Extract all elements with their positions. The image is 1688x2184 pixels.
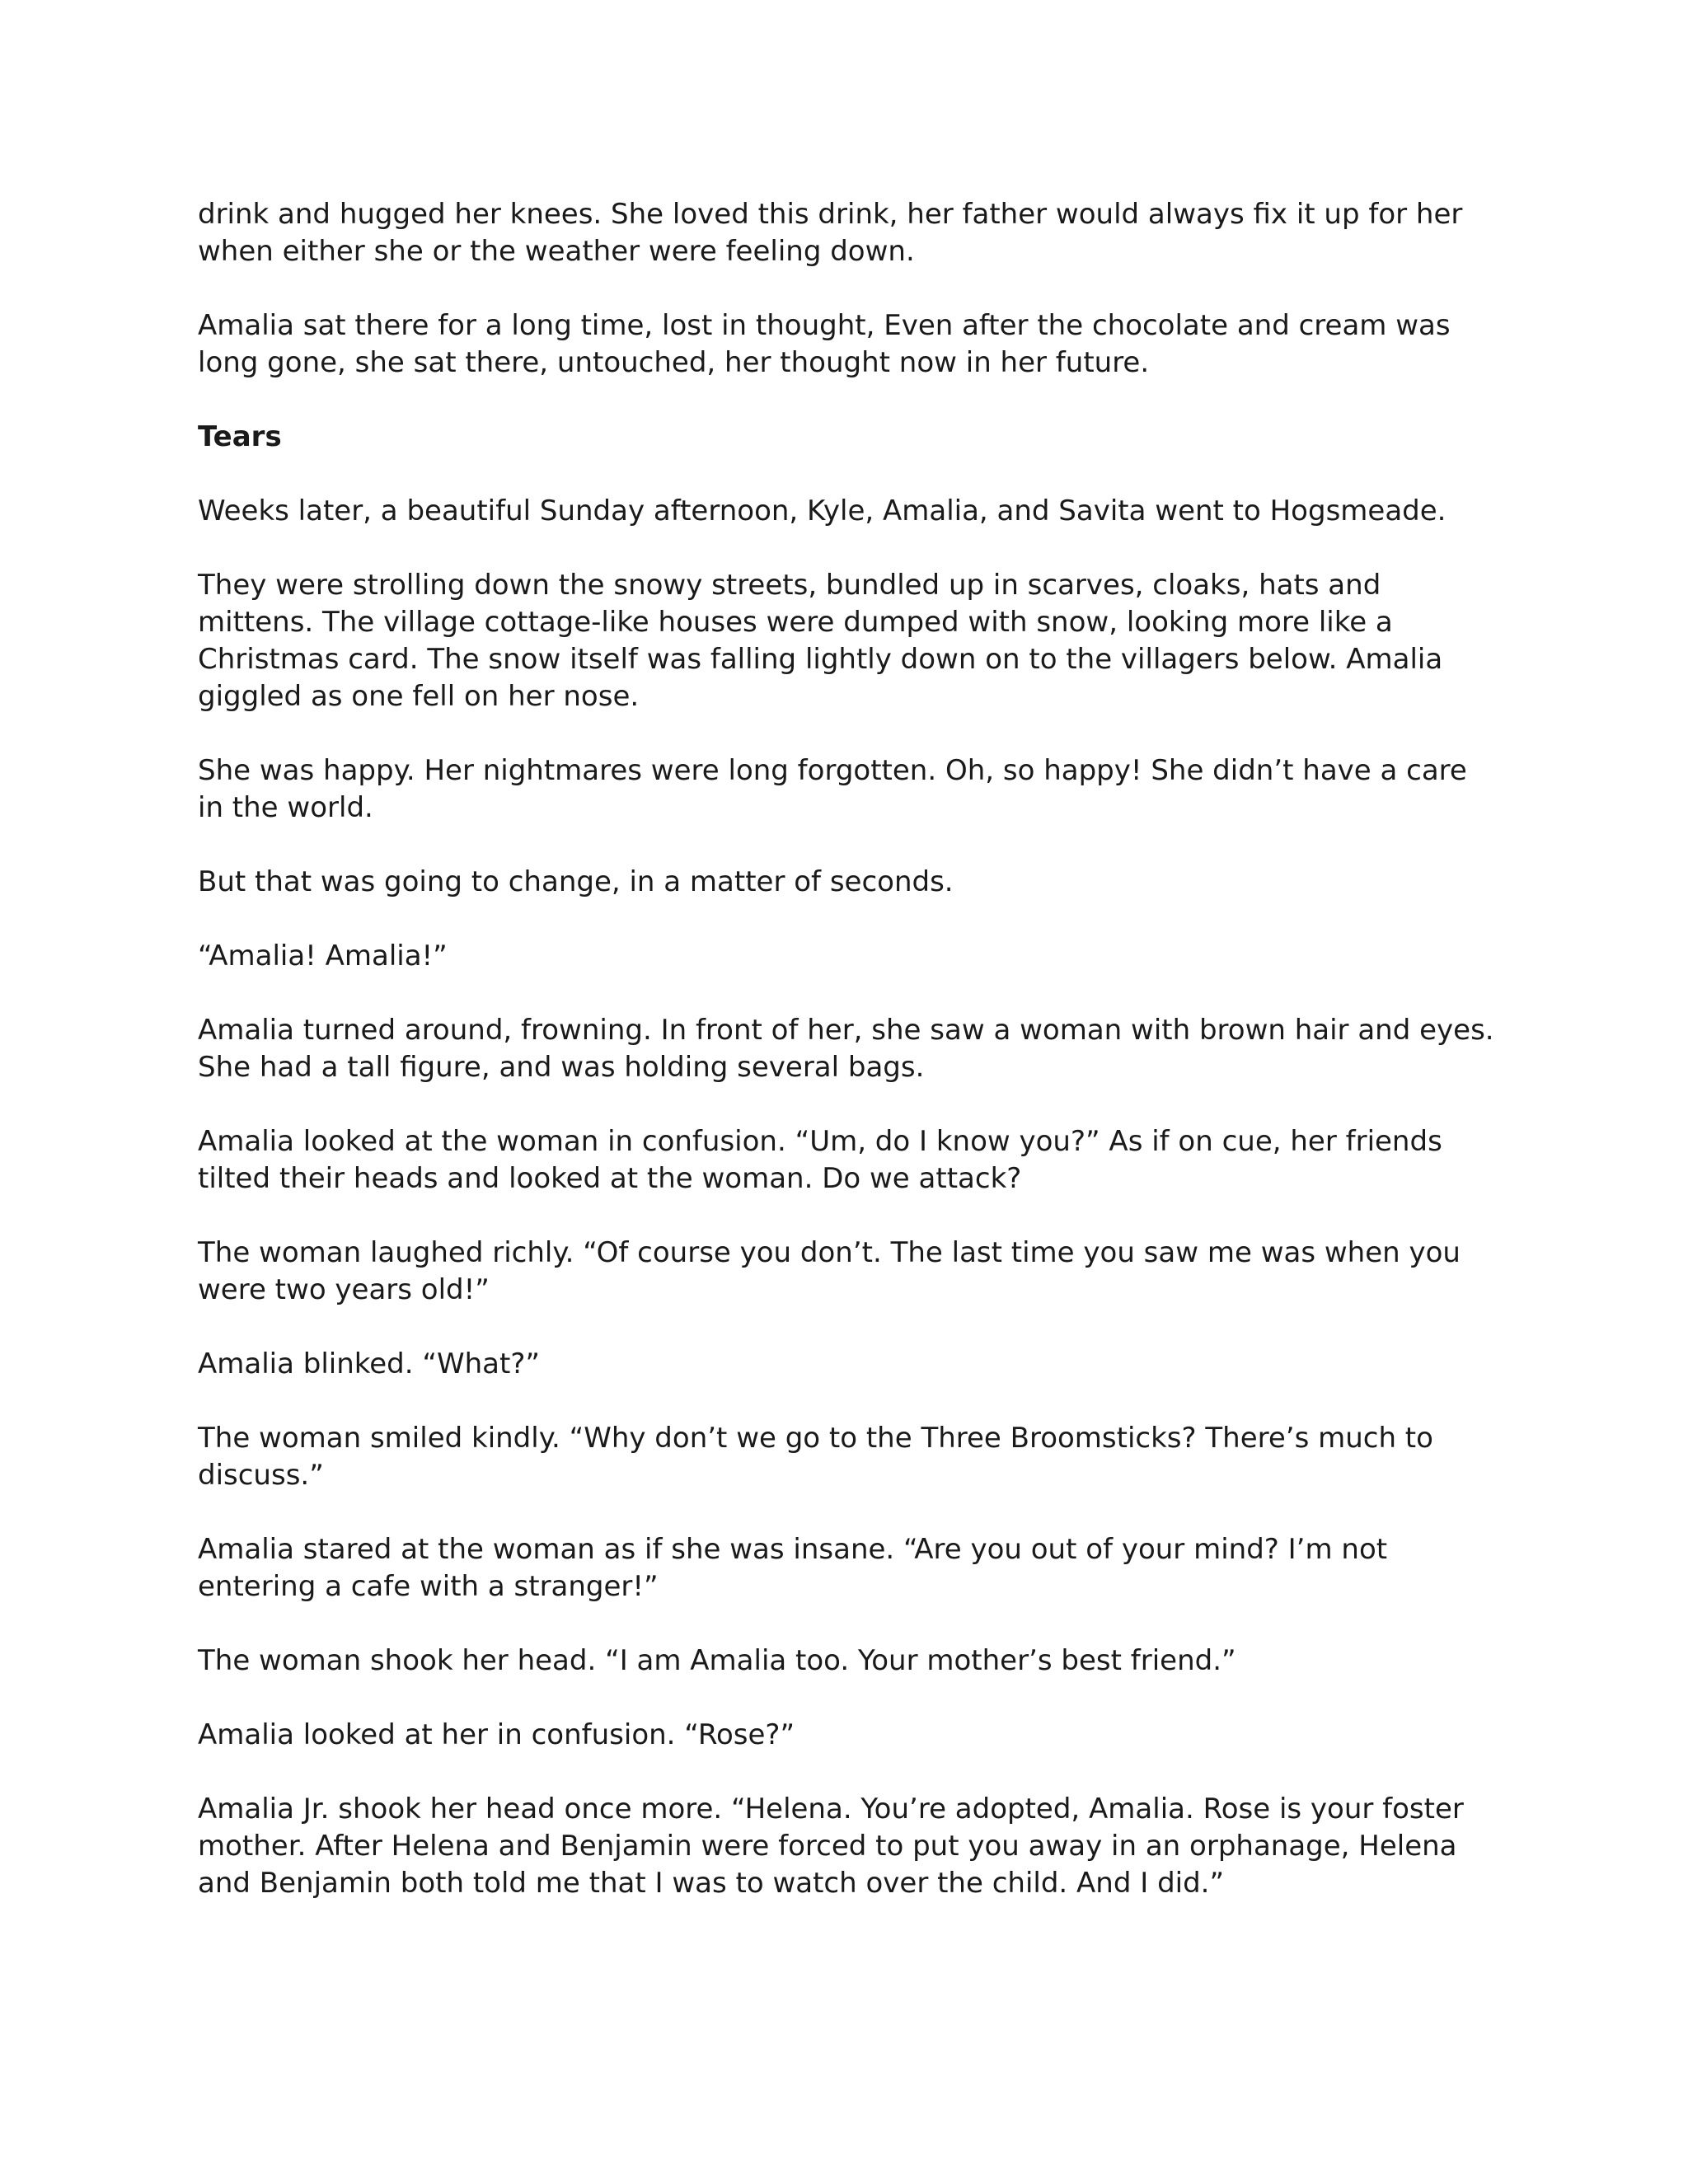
paragraph-calling: “Amalia! Amalia!” (198, 940, 448, 972)
section-heading: Tears (198, 420, 282, 453)
paragraph-laughed: The woman laughed richly. “Of course you don’t. The last time you saw me was when you were two years old!” (198, 1236, 1461, 1306)
paragraph-three-broomsticks: The woman smiled kindly. “Why don’t we go to the Three Broomsticks? There’s much to discuss.” (198, 1422, 1433, 1492)
text-column (198, 196, 1500, 1939)
paragraph-lost-in-thought: Amalia sat there for a long time, lost in thought, Even after the chocolate and cream was long gone, she sat there, untouched, her thought now in her future. (198, 309, 1451, 379)
paragraph-turned-around: Amalia turned around, frowning. In front of her, she saw a woman with brown hair and eyes. She had a tall figure, and was holding several bags. (198, 1014, 1494, 1084)
paragraph-happy: She was happy. Her nightmares were long forgotten. Oh, so happy! She didn’t have a care in the world. (198, 754, 1467, 824)
paragraph-drink: drink and hugged her knees. She loved this drink, her father would always fix it up for her when either she or the weather were feeling down. (198, 198, 1463, 268)
paragraph-do-i-know-you: Amalia looked at the woman in confusion. “Um, do I know you?” As if on cue, her friends tilted their heads and looked at the woman. Do we attack? (198, 1125, 1442, 1195)
paragraph-change: But that was going to change, in a matter of seconds. (198, 865, 954, 898)
paragraph-hogsmeade: Weeks later, a beautiful Sunday afternoon, Kyle, Amalia, and Savita went to Hogsmeade. (198, 494, 1447, 527)
paragraph-adopted: Amalia Jr. shook her head once more. “Helena. You’re adopted, Amalia. Rose is your foster mother. After Helena and Benjamin were forced to put you away in an orphanage, Helena and Benjamin both told me that I was to watch over the child. And I did.” (198, 1793, 1464, 1900)
paragraph-insane: Amalia stared at the woman as if she was insane. “Are you out of your mind? I’m not entering a cafe with a stranger!” (198, 1533, 1388, 1603)
paragraph-blinked: Amalia blinked. “What?” (198, 1347, 540, 1380)
paragraph-rose: Amalia looked at her in confusion. “Rose?” (198, 1718, 795, 1751)
paragraph-best-friend: The woman shook her head. “I am Amalia too. Your mother’s best friend.” (198, 1644, 1236, 1677)
paragraph-snowy-streets: They were strolling down the snowy streets, bundled up in scarves, cloaks, hats and mittens. The village cottage-like houses were dumped with snow, looking more like a Christmas card. The snow itself was falling lightly down on to the villagers below. Amalia giggled as one fell on her nose. (198, 569, 1443, 713)
